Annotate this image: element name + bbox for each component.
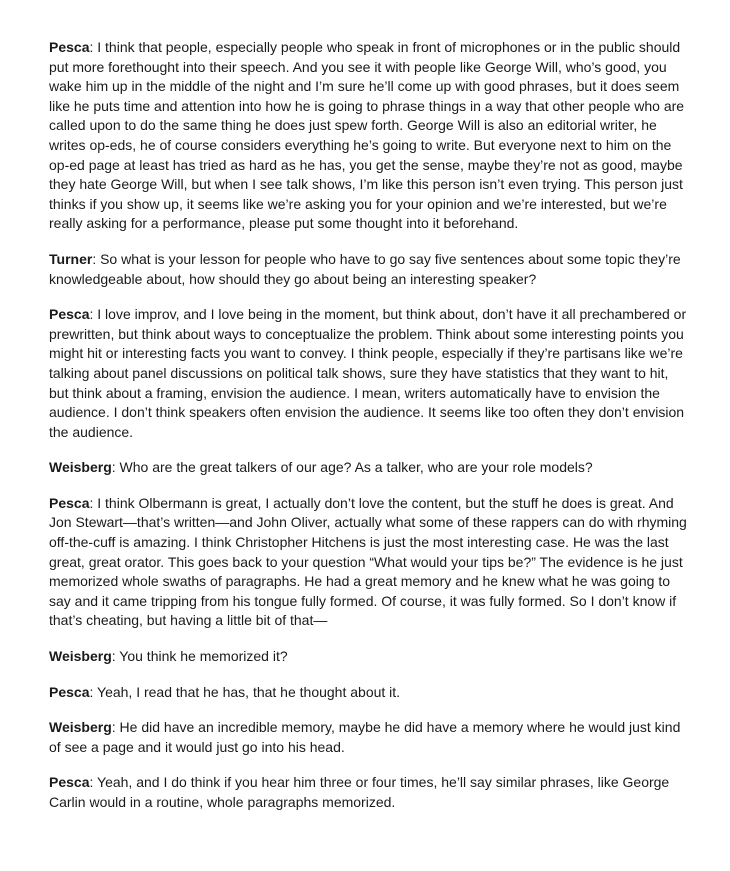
transcript-paragraph [49,458,690,478]
transcript-paragraph [49,773,690,812]
transcript-paragraph [49,305,690,442]
paragraph-text: : I think that people, especially people who speak in front of microphones or in the public should put more forethought into their speech. And you see it with people like George Will, who’s good, you wake him up in the middle of the night and I’m sure he’ll come up with good phrases, but it does seem like he puts time and attention into how he is going to phrase things in a way that other people who are called upon to do the same thing he does just spew forth. George Will is also an editorial writer, he writes op-eds, he of course considers everything he’s going to write. But everyone next to him on the op-ed page at least has tried as hard as he has, you get the sense, maybe they’re not as good, maybe they hate George Will, but when I see talk shows, I’m like this person isn’t even trying. This person just thinks if you show up, it seems like we’re asking you for your opinion and we’re interested, but we’re really asking for a performance, please put some thought into it beforehand. [49,39,685,232]
transcript-paragraph [49,250,690,289]
transcript-paragraph [49,683,690,703]
speaker-name: Turner [49,250,93,267]
speaker-name: Weisberg [49,719,112,736]
transcript-paragraph [49,494,690,631]
speaker-name: Pesca [49,494,90,511]
paragraph-text: : I love improv, and I love being in the moment, but think about, don’t have it all prechambered or prewritten, but think about ways to conceptualize the problem. Think about some interesting points you might hit or interesting facts you want to convey. I think people, especially if they’re partisans like we’re talking about panel discussions on political talk shows, sure they have statistics that they want to hit, but think about a framing, envision the audience. I mean, writers automatically have to envision the audience. I don’t think speakers often envision the audience. It seems like too often they don’t envision the audience. [49,306,687,440]
paragraph-text: : You think he memorized it? [111,648,288,665]
speaker-name: Pesca [49,683,90,700]
paragraph-text: : Yeah, I read that he has, that he thought about it. [89,683,401,700]
speaker-name: Pesca [49,774,90,791]
speaker-name: Weisberg [49,648,112,665]
speaker-name: Weisberg [49,459,112,476]
paragraph-text: : Yeah, and I do think if you hear him three or four times, he’ll say similar phrases, like George Carlin would in a routine, whole paragraphs memorized. [49,774,670,810]
paragraph-text: : He did have an incredible memory, maybe he did have a memory where he would just kind of see a page and it would just go into his head. [49,719,681,755]
transcript-paragraph [49,718,690,757]
speaker-name: Pesca [49,306,90,323]
paragraph-text: : I think Olbermann is great, I actually don’t love the content, but the stuff he does is great. And Jon Stewart—that’s written—and John Oliver, actually what some of these rappers can do with rhyming off-the-cuff is amazing. I think Christopher Hitchens is just the most interesting case. He was the last great, great orator. This goes back to your question “What would your tips be?” The evidence is he just memorized whole swaths of paragraphs. He had a great memory and he knew what he was going to say and it came tripping from his tongue fully formed. Of course, it was fully formed. So I don’t know if that’s cheating, but having a little bit of that— [49,494,687,629]
paragraph-text: : Who are the great talkers of our age? As a talker, who are your role models? [111,459,593,476]
transcript-paragraph [49,647,690,667]
transcript-paragraph [49,38,690,234]
speaker-name: Pesca [49,39,90,55]
paragraph-text: : So what is your lesson for people who have to go say five sentences about some topic they’re knowledgeable about, how should they go about being an interesting speaker? [49,250,681,287]
